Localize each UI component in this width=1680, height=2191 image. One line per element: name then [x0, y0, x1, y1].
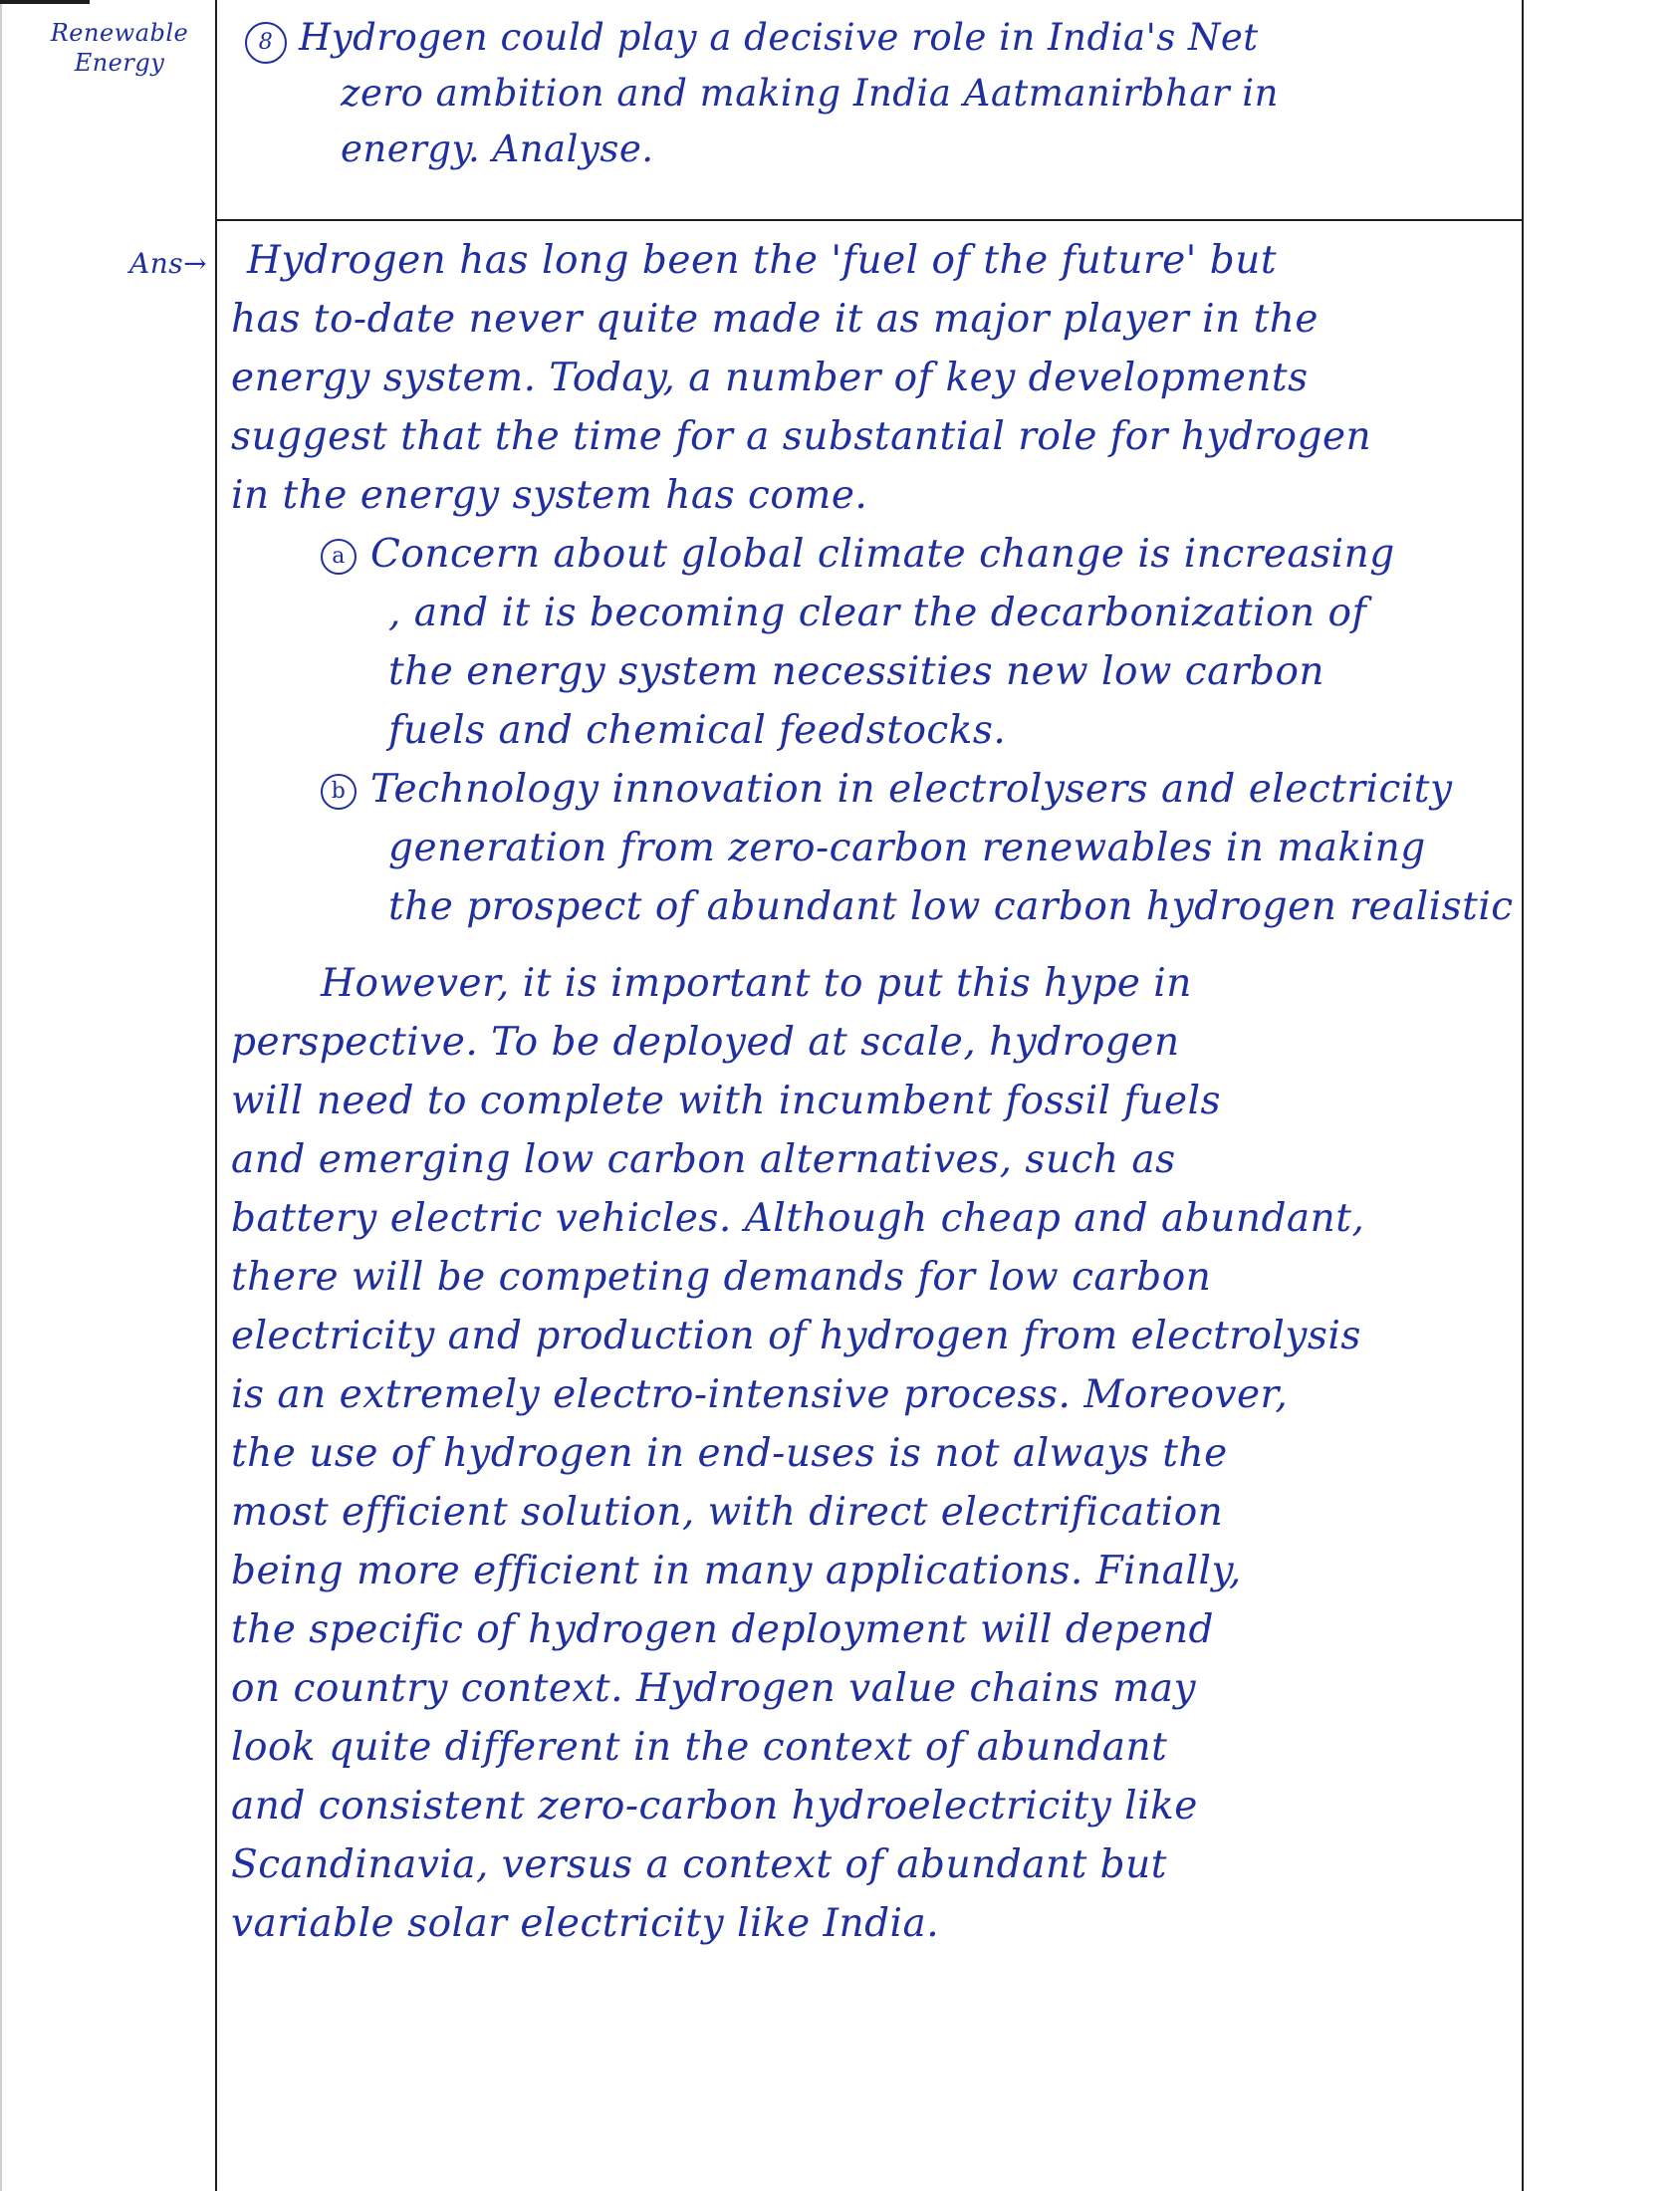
question-line: energy. Analyse. — [341, 127, 654, 170]
point-a-text: Concern about global climate change is increasing — [370, 532, 1395, 577]
answer-line: the specific of hydrogen deployment will depend — [231, 1607, 1215, 1652]
margin-note-line: Renewable — [50, 19, 189, 47]
answer-line: look quite different in the context of abundant — [231, 1725, 1168, 1770]
top-edge-mark — [0, 0, 90, 4]
answer-line: However, it is important to put this hype in — [321, 961, 1192, 1006]
answer-line: on country context. Hydrogen value chains may — [231, 1666, 1196, 1711]
answer-line: the prospect of abundant low carbon hydrogen realistic — [388, 884, 1514, 929]
answer-line: in the energy system has come. — [231, 473, 868, 518]
answer-line: and consistent zero-carbon hydroelectricity like — [231, 1784, 1198, 1828]
right-margin-rule — [1522, 0, 1524, 2191]
answer-line: fuels and chemical feedstocks. — [388, 708, 1007, 753]
answer-line: being more efficient in many applications. Finally, — [231, 1549, 1242, 1593]
answer-line: variable solar electricity like India. — [231, 1901, 940, 1946]
answer-line: most efficient solution, with direct electrification — [231, 1490, 1224, 1535]
question-line: zero ambition and making India Aatmanirbhar in — [341, 72, 1279, 115]
margin-topic-note — [30, 18, 209, 78]
answer-line: the energy system necessities new low carbon — [388, 649, 1325, 694]
answer-line: battery electric vehicles. Although cheap and abundant, — [231, 1196, 1365, 1241]
point-b-text: Technology innovation in electrolysers and electricity — [370, 767, 1453, 812]
answer-body — [231, 231, 1516, 1953]
paragraph-gap — [231, 936, 1516, 954]
point-a-line — [231, 525, 1516, 584]
answer-line: Scandinavia, versus a context of abundant but — [231, 1842, 1167, 1887]
answer-label: Ans→ — [129, 247, 208, 280]
question-divider-rule — [215, 219, 1522, 221]
answer-line: the use of hydrogen in end-uses is not always the — [231, 1431, 1228, 1476]
answer-line: perspective. To be deployed at scale, hydrogen — [231, 1020, 1180, 1065]
answer-line: and emerging low carbon alternatives, such as — [231, 1137, 1176, 1182]
answer-line: Hydrogen has long been the 'fuel of the future' but — [247, 238, 1278, 283]
answer-line: will need to complete with incumbent fossil fuels — [231, 1079, 1222, 1123]
margin-note-line: Energy — [74, 49, 165, 77]
answer-line: generation from zero-carbon renewables in making — [388, 826, 1426, 870]
point-b-line — [231, 760, 1516, 819]
point-a-marker: a — [321, 539, 357, 575]
left-margin-rule — [215, 0, 217, 2191]
answer-line: electricity and production of hydrogen from electrolysis — [231, 1314, 1361, 1358]
answer-line: , and it is becoming clear the decarbonization of — [388, 591, 1367, 635]
question-text — [299, 10, 1504, 177]
point-b-marker: b — [321, 774, 357, 810]
question-number-badge: 8 — [245, 22, 287, 64]
page-edge — [0, 0, 2, 2191]
answer-line: has to-date never quite made it as major player in the — [231, 297, 1319, 342]
answer-line: is an extremely electro-intensive process. Moreover, — [231, 1372, 1289, 1417]
answer-line: there will be competing demands for low carbon — [231, 1255, 1212, 1300]
question-line: Hydrogen could play a decisive role in India's Net — [299, 16, 1259, 59]
answer-line: energy system. Today, a number of key developments — [231, 356, 1309, 400]
answer-line: suggest that the time for a substantial role for hydrogen — [231, 414, 1372, 459]
